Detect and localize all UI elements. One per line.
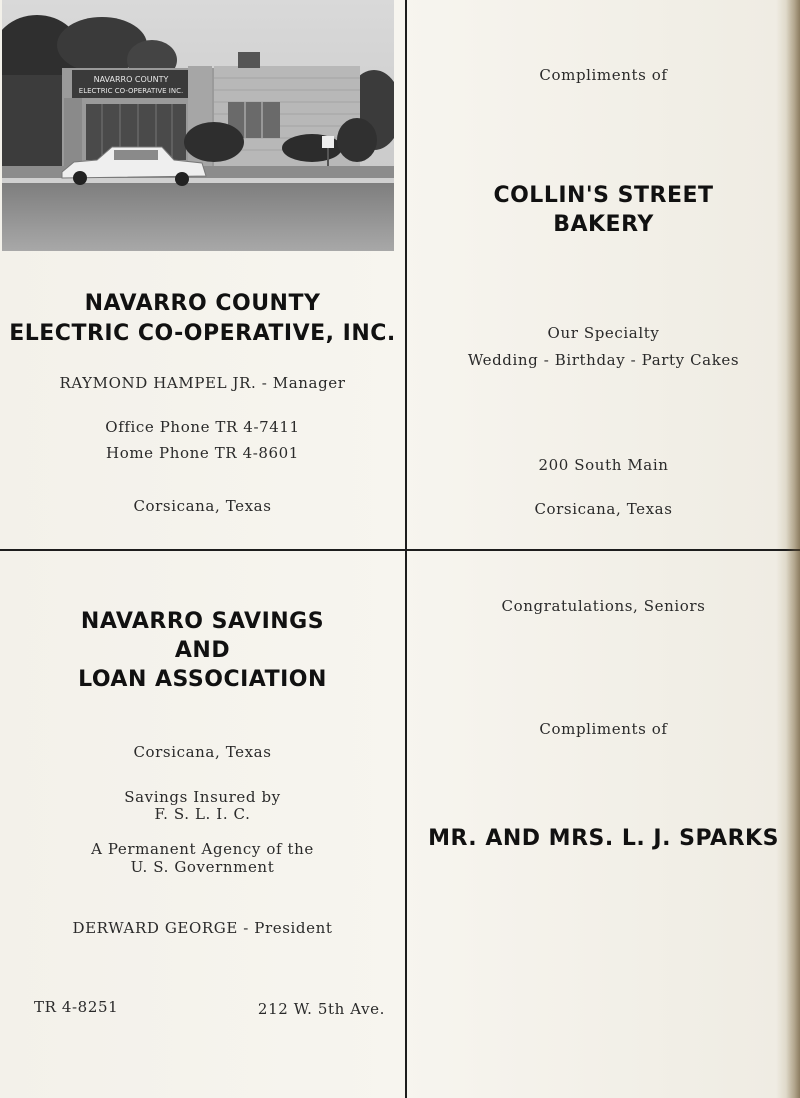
ad-navarro-county-electric bbox=[0, 0, 405, 549]
agency-line2: U. S. Government bbox=[130, 858, 275, 876]
city-text: Corsicana, Texas bbox=[133, 497, 272, 515]
sign-text-line2: ELECTRIC CO-OPERATIVE INC. bbox=[78, 87, 184, 95]
insured-line1: Savings Insured by bbox=[124, 788, 281, 806]
company-name-line2: ELECTRIC CO-OPERATIVE, INC. bbox=[9, 321, 396, 346]
address-text: 200 South Main bbox=[538, 456, 669, 474]
ad-navarro-savings-loan bbox=[0, 551, 405, 1098]
compliments-text: Compliments of bbox=[539, 66, 668, 84]
insured-line2: F. S. L. I. C. bbox=[154, 805, 251, 823]
city-text: Corsicana, Texas bbox=[133, 743, 272, 761]
sparks-name: MR. AND MRS. L. J. SPARKS bbox=[428, 826, 779, 851]
sign-text-line1: NAVARRO COUNTY bbox=[93, 75, 169, 84]
cakes-text: Wedding - Birthday - Party Cakes bbox=[467, 351, 740, 369]
agency-line1: A Permanent Agency of the bbox=[91, 840, 314, 858]
congratulations-text: Congratulations, Seniors bbox=[501, 597, 706, 615]
ad-collins-street-bakery bbox=[407, 0, 800, 549]
savings-name-line1: NAVARRO SAVINGS bbox=[80, 609, 325, 634]
city-text: Corsicana, Texas bbox=[534, 500, 673, 518]
ad-sparks-congratulations bbox=[407, 551, 800, 1098]
bakery-name-line1: COLLIN'S STREET bbox=[493, 183, 714, 208]
phone-text: TR 4-8251 bbox=[34, 998, 119, 1016]
home-phone: Home Phone TR 4-8601 bbox=[106, 444, 299, 462]
manager-text: RAYMOND HAMPEL JR. - Manager bbox=[59, 374, 346, 392]
compliments-text: Compliments of bbox=[539, 720, 668, 738]
savings-name-line2: AND bbox=[174, 638, 231, 663]
building-photo bbox=[2, 0, 394, 251]
office-phone: Office Phone TR 4-7411 bbox=[105, 418, 300, 436]
specialty-text: Our Specialty bbox=[547, 324, 660, 342]
address-text: 212 W. 5th Ave. bbox=[257, 1000, 385, 1018]
savings-name-line3: LOAN ASSOCIATION bbox=[78, 667, 327, 692]
president-text: DERWARD GEORGE - President bbox=[72, 919, 333, 937]
company-name-line1: NAVARRO COUNTY bbox=[84, 291, 321, 316]
bakery-name-line2: BAKERY bbox=[553, 212, 654, 237]
